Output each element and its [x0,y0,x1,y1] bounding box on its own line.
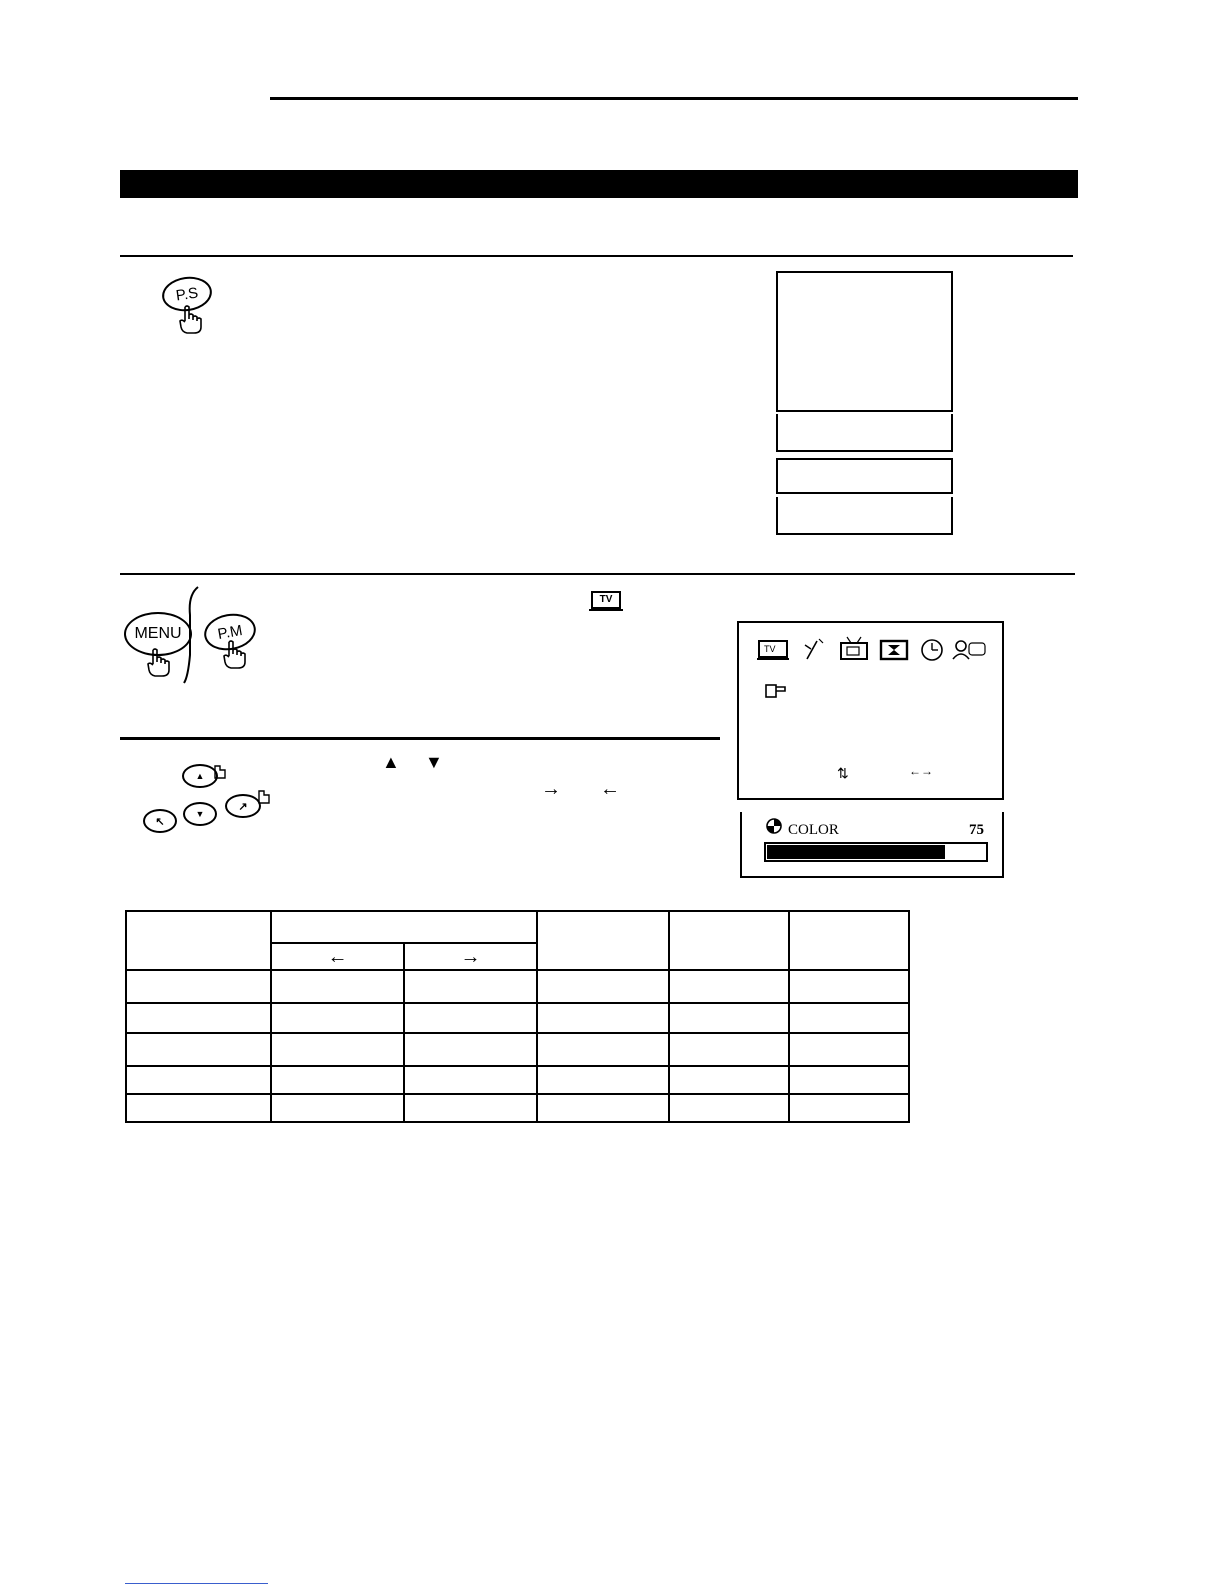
hourglass-icon [881,641,907,659]
right-key[interactable]: ↗ [225,794,261,818]
tv-set-icon [841,637,867,659]
section-divider-2 [120,573,1075,575]
menu-button-label: MENU [134,625,182,642]
table-header-cell [537,911,669,970]
section-title-band [120,170,1078,198]
brace-divider [180,585,204,685]
pointing-hand-icon [222,640,248,670]
tv-badge-icon: TV [591,591,623,613]
table-row [126,970,909,1003]
left-key[interactable]: ↖ [143,809,177,833]
table-row [126,1003,909,1033]
table-header-cell [789,911,909,970]
section-divider-1 [120,255,1073,257]
pointing-hand-icon [146,648,172,678]
down-arrow-glyph: ▼ [425,752,443,772]
ps-button-label: P.S [174,284,200,304]
subsection-divider [120,737,720,740]
color-value: 75 [969,822,984,838]
pm-button-label: P.M [216,621,244,643]
right-arrow-glyph: → [541,778,561,800]
up-arrow-glyph: ▲ [382,752,400,772]
person-card-icon [953,641,985,659]
up-key[interactable]: ▲ [182,764,218,788]
small-hand-icon [256,789,272,807]
table-row [126,1066,909,1094]
color-level-track[interactable] [764,842,988,862]
left-arrow-header: ← [271,943,404,970]
color-adjust-screen [740,812,1004,878]
svg-text:TV: TV [764,644,776,654]
osd-menu-screen [737,621,1004,800]
adjustment-table [125,910,910,1123]
table-header-cell [126,911,271,970]
menu-cursor-icon [765,683,787,699]
preset-screen-main [776,271,953,412]
left-arrow-glyph: ← [600,778,620,800]
color-icon [766,818,782,834]
footer-link-underline [125,1583,268,1584]
top-rule [270,97,1078,100]
preset-screen-bar-1 [776,414,953,452]
table-row [126,1094,909,1122]
small-hand-icon [212,764,228,782]
down-key[interactable]: ▼ [183,802,217,826]
table-row [126,1033,909,1066]
leftright-hint-icon: ←→ [909,764,933,778]
color-level-fill [767,845,945,859]
tv-icon [757,641,789,659]
antenna-icon [805,639,823,659]
preset-screen-bar-3 [776,497,953,535]
color-label: COLOR [788,822,839,838]
pointing-hand-icon [178,305,204,335]
table-header-cell [669,911,789,970]
table-header-cell [271,911,537,943]
right-arrow-header: → [404,943,537,970]
updown-hint-icon: ⇅ [837,765,849,781]
osd-icon-row [757,635,997,665]
clock-icon [922,640,942,660]
preset-screen-bar-2 [776,458,953,494]
